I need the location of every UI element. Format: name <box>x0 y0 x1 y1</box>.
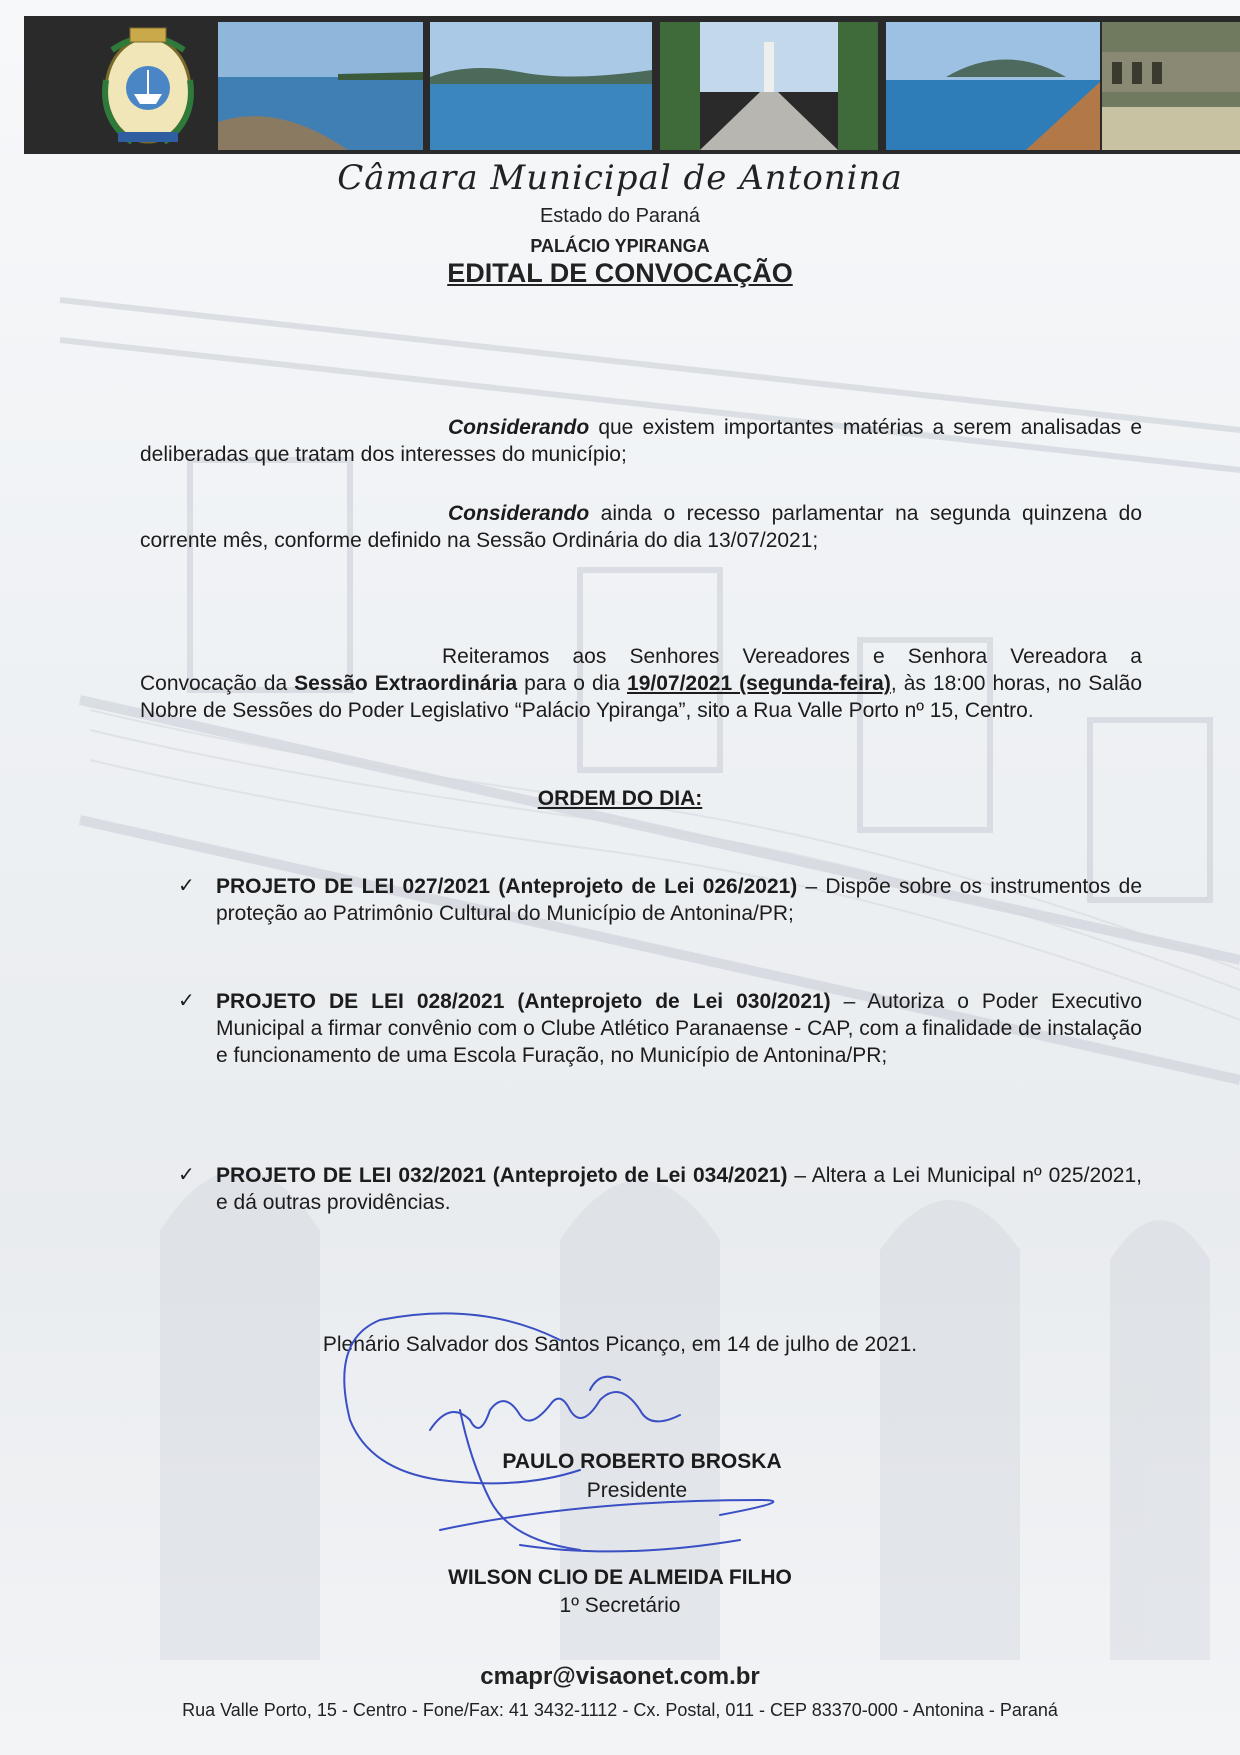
place-and-date: Plenário Salvador dos Santos Picanço, em 14 de julho de 2021. <box>322 1333 918 1356</box>
state-name: Estado do Paraná <box>539 205 701 227</box>
paragraph-text: ainda o recesso parlamentar na segunda quinzena do corrente mês, conforme definido na Sessão Ordinária do dia 13/07/2021; <box>140 502 1142 552</box>
session-date: 19/07/2021 (segunda-feira) <box>627 672 891 695</box>
paragraph-convocation <box>140 643 1142 724</box>
city-crest-logo <box>92 20 204 152</box>
document-title: EDITAL DE CONVOCAÇÃO <box>447 258 793 288</box>
agenda-item <box>178 988 1142 1069</box>
checkmark-icon: ✓ <box>178 875 195 897</box>
chamber-name: Câmara Municipal de Antonina <box>337 158 903 198</box>
agenda-item-title: PROJETO DE LEI 027/2021 (Anteprojeto de Lei 026/2021) <box>216 875 798 898</box>
paragraph-considerando-2 <box>140 500 1142 554</box>
checkmark-icon: ✓ <box>178 1164 195 1186</box>
agenda-item-text: – Dispõe sobre os instrumentos de proteção ao Patrimônio Cultural do Município de Antonina/PR; <box>216 875 1143 925</box>
header-photo-lake <box>430 22 652 150</box>
signer-president-role: Presidente <box>586 1479 688 1502</box>
paragraph-text: que existem importantes matérias a serem analisadas e deliberadas que tratam dos interesses do município; <box>140 416 1142 466</box>
session-type: Sessão Extraordinária <box>294 672 518 695</box>
paragraph-lead: Considerando <box>448 416 590 439</box>
agenda-item-title: PROJETO DE LEI 032/2021 (Anteprojeto de Lei 034/2021) <box>216 1164 788 1187</box>
paragraph-text: Reiteramos aos Senhores Vereadores e Senhora Vereadora a Convocação da <box>140 645 1142 695</box>
signer-secretary-name: WILSON CLIO DE ALMEIDA FILHO <box>448 1566 792 1589</box>
paragraph-text: para o dia <box>517 672 628 695</box>
paragraph-text: , às 18:00 horas, no Salão Nobre de Sessões do Poder Legislativo “Palácio Ypiranga”, sito a Rua Valle Porto nº 15, Centro. <box>140 672 1143 722</box>
checkmark-icon: ✓ <box>178 990 195 1012</box>
header-photo-ruins <box>1102 22 1240 150</box>
agenda-item-text: – Altera a Lei Municipal nº 025/2021, e dá outras providências. <box>216 1164 1142 1214</box>
palace-name: PALÁCIO YPIRANGA <box>530 236 710 256</box>
footer-address: Rua Valle Porto, 15 - Centro - Fone/Fax: 41 3432-1112 - Cx. Postal, 011 - CEP 83370-000 - Antonina - Paraná <box>182 1700 1058 1720</box>
contact-email: cmapr@visaonet.com.br <box>480 1663 760 1690</box>
header-photo-coast <box>886 22 1100 150</box>
agenda-item-text: – Autoriza o Poder Executivo Municipal a firmar convênio com o Clube Atlético Paranaense - CAP, com a finalidade de instalação e funcionamento de uma Escola Furação, no Município de Antonina/PR; <box>216 990 1142 1067</box>
signer-president-name: PAULO ROBERTO BROSKA <box>502 1450 782 1473</box>
paragraph-considerando-1 <box>140 414 1142 468</box>
agenda-item-title: PROJETO DE LEI 028/2021 (Anteprojeto de Lei 030/2021) <box>216 990 831 1013</box>
header-photo-bay <box>218 22 423 150</box>
header-photo-promenade <box>660 22 878 150</box>
agenda-heading: ORDEM DO DIA: <box>537 787 703 810</box>
signer-secretary-role: 1º Secretário <box>559 1594 681 1617</box>
agenda-item <box>178 1162 1142 1216</box>
paragraph-lead: Considerando <box>448 502 590 525</box>
agenda-item <box>178 873 1142 927</box>
